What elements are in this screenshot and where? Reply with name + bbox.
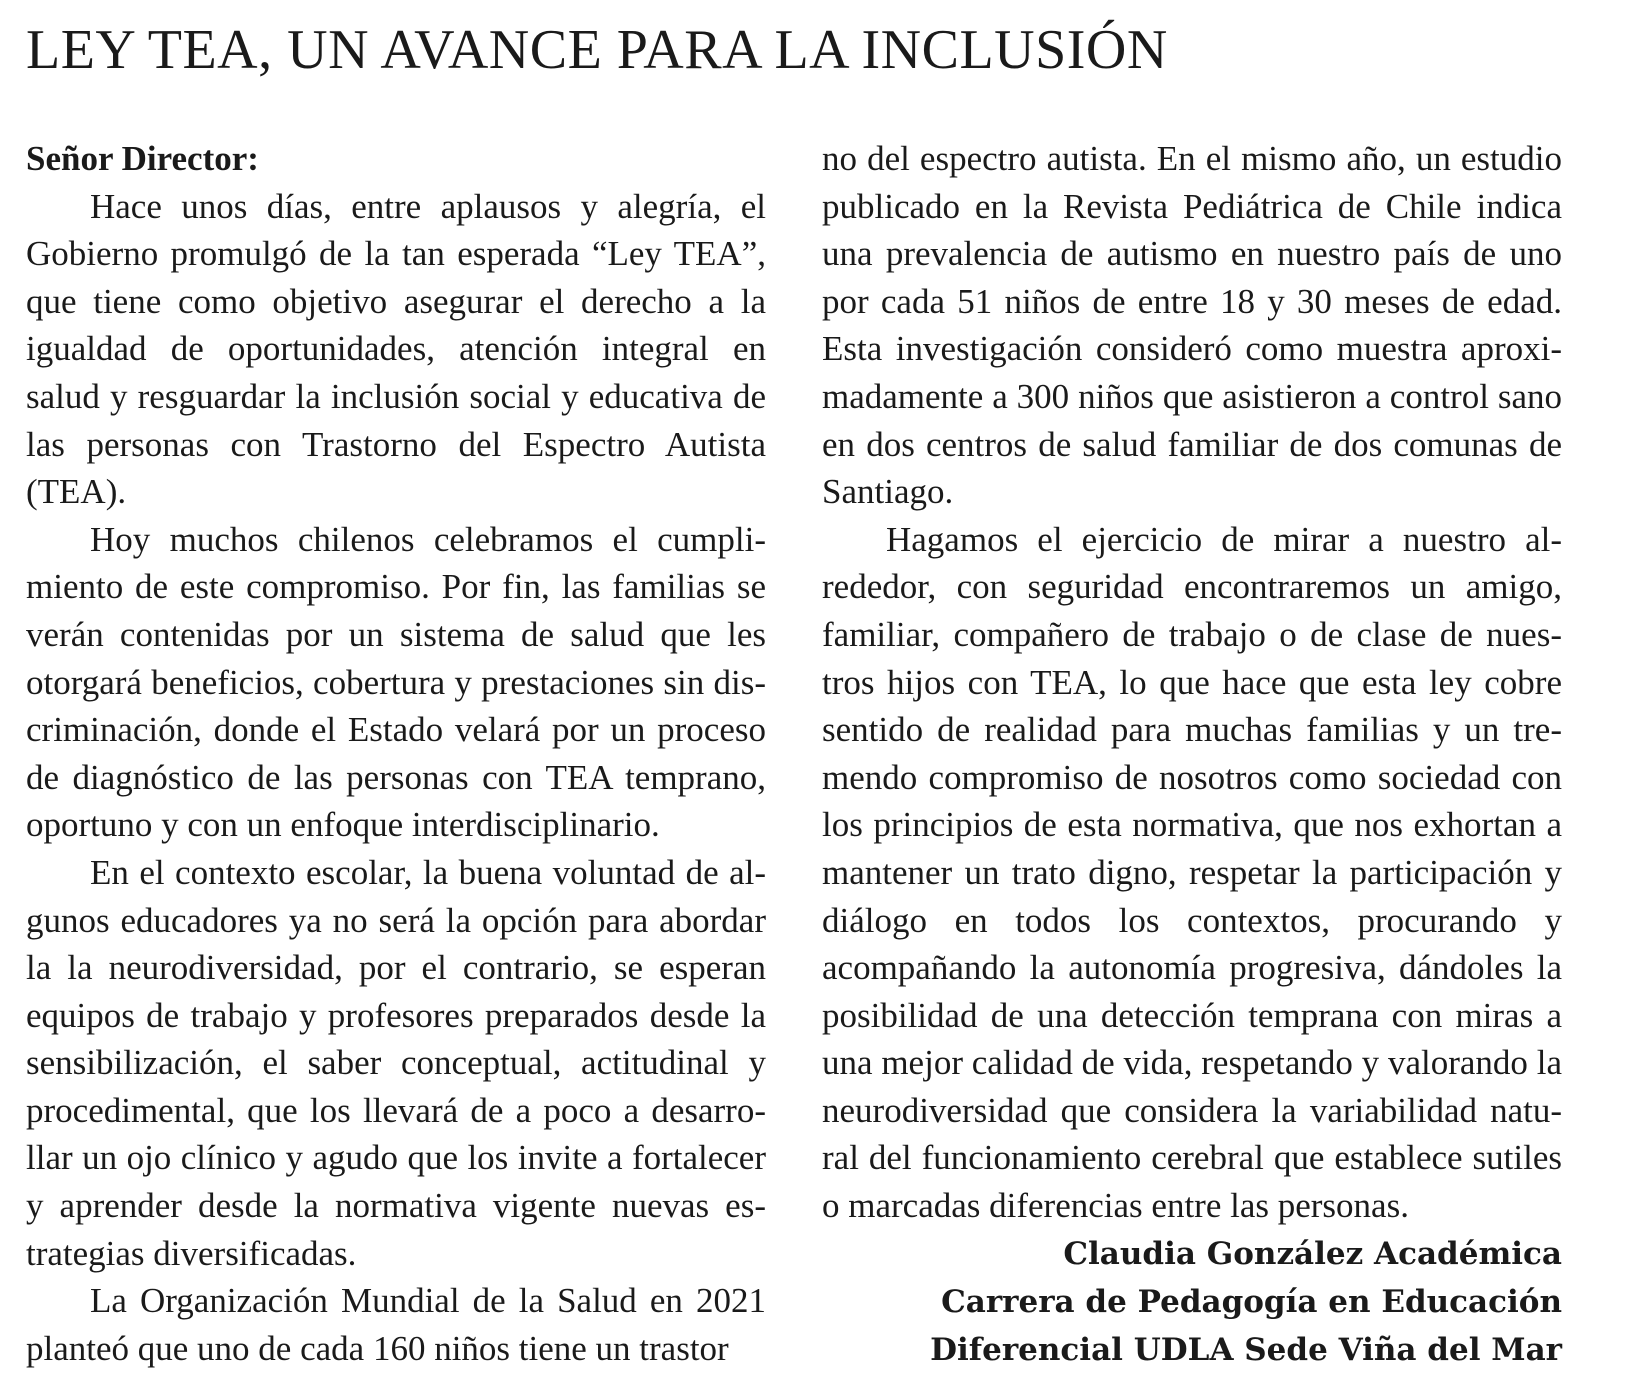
- signature: [822, 1230, 1562, 1374]
- paragraph-3: En el contexto escolar, la buena voluntad de algunos educadores ya no será la opción para abordar la la neurodiversidad, por el contrario, se esperan equipos de trabajo y profesores preparados desde la sensibilización, el saber conceptual, actitudinal y procedimental, que los llevará de a poco a desarrollar un ojo clínico y agudo que los invite a fortalecer y aprender desde la normativa vigente nuevas estrategias diversificadas.: [26, 852, 766, 1273]
- paragraph-1: Hace unos días, entre aplausos y alegría, el Gobierno promulgó de la tan esperada “Ley TEA”, que tiene como objetivo asegurar el derecho a la igualdad de oportunidades, atención integral en salud y resguardar la inclusión social y educativa de las personas con Trastorno del Espectro Autista (TEA).: [26, 186, 766, 512]
- column-left: [26, 135, 766, 1372]
- signature-line-1: Claudia González Académica: [1063, 1235, 1562, 1272]
- paragraph-2: Hoy muchos chilenos celebramos el cumplimiento de este compromiso. Por fin, las familias se verán contenidas por un sistema de salud que les otorgará beneficios, cobertura y prestaciones sin discriminación, donde el Estado velará por un proceso de diagnóstico de las personas con TEA temprano, oportuno y con un enfoque interdisciplinario.: [26, 519, 766, 845]
- paragraph-4-continued: no del espectro autista. En el mismo año, un estudio publicado en la Revista Pediátrica de Chile indica una prevalencia de autismo en nuestro país de uno por cada 51 niños de entre 18 y 30 meses de edad. Esta investigación consideró como muestra aproximadamente a 300 niños que asistieron a control sano en dos centros de salud familiar de dos comunas de Santiago.: [822, 139, 1562, 512]
- headline: LEY TEA, UN AVANCE PARA LA INCLUSIÓN: [26, 19, 1168, 81]
- signature-line-2: Carrera de Pedagogía en Educación: [941, 1283, 1562, 1320]
- paragraph-5: Hagamos el ejercicio de mirar a nuestro alrededor, con seguridad encontraremos un amigo, familiar, compañero de trabajo o de clase de nuestros hijos con TEA, lo que hace que esta ley cobre sentido de realidad para muchas familias y un tremendo compromiso de nosotros como sociedad con los principios de esta normativa, que nos exhortan a mantener un trato digno, respetar la participación y diálogo en todos los contextos, procurando y acompañando la autonomía progresiva, dándoles la posibilidad de una detección temprana con miras a una mejor calidad de vida, respetando y valorando la neurodiversidad que considera la variabilidad natural del funcionamiento cerebral que establece sutiles o marcadas diferencias entre las personas.: [822, 519, 1562, 1226]
- signature-line-3: Diferencial UDLA Sede Viña del Mar: [930, 1331, 1562, 1368]
- salutation: Señor Director:: [26, 139, 259, 178]
- column-right: [822, 135, 1562, 1374]
- paragraph-4: La Organización Mundial de la Salud en 2021 planteó que uno de cada 160 niños tiene un trastor: [26, 1281, 766, 1368]
